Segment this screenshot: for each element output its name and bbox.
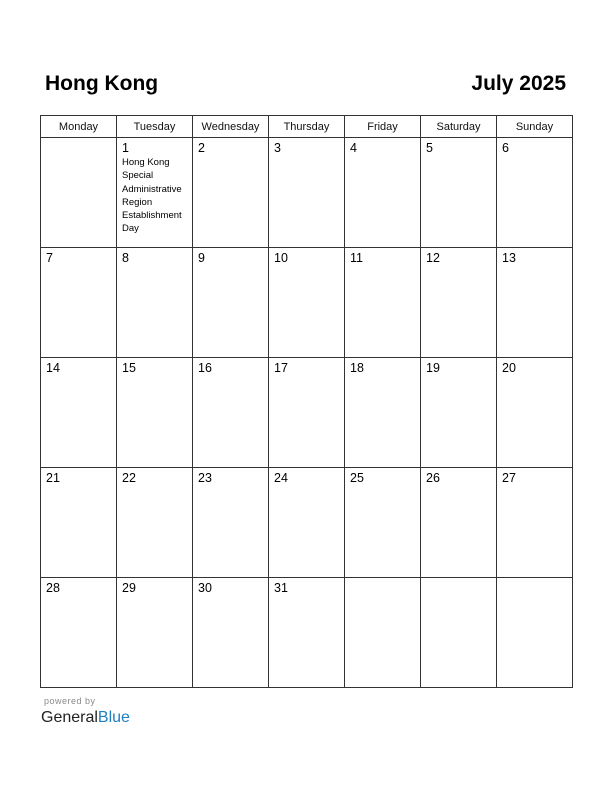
region-title: Hong Kong [45, 72, 159, 95]
day-number: 19 [426, 361, 440, 375]
day-number: 12 [426, 251, 440, 265]
weekday-header: Tuesday [117, 116, 193, 138]
day-cell [497, 578, 573, 688]
day-cell [193, 358, 269, 468]
generalblue-logo [41, 708, 130, 728]
day-cell [193, 248, 269, 358]
day-number: 14 [46, 361, 60, 375]
day-number: 29 [122, 581, 136, 595]
day-cell [421, 138, 497, 248]
day-number: 1 [122, 141, 129, 155]
day-cell [345, 358, 421, 468]
day-cell [269, 578, 345, 688]
day-number: 27 [502, 471, 516, 485]
day-cell [497, 138, 573, 248]
weekday-header: Monday [41, 116, 117, 138]
week-row [41, 358, 573, 468]
day-cell [345, 138, 421, 248]
day-cell [41, 138, 117, 248]
holiday-label: Hong Kong Special Administrative Region Establishment Day [122, 157, 182, 235]
day-number: 30 [198, 581, 212, 595]
day-cell [117, 248, 193, 358]
day-number: 17 [274, 361, 288, 375]
day-cell [269, 358, 345, 468]
day-cell [497, 248, 573, 358]
week-row [41, 468, 573, 578]
day-number: 21 [46, 471, 60, 485]
weekday-header: Thursday [269, 116, 345, 138]
footer-branding [41, 696, 130, 728]
day-number: 23 [198, 471, 212, 485]
calendar-grid [40, 115, 573, 688]
day-cell [497, 358, 573, 468]
weekday-header: Saturday [421, 116, 497, 138]
day-number: 24 [274, 471, 288, 485]
day-number: 16 [198, 361, 212, 375]
day-cell [117, 138, 193, 248]
day-cell [41, 248, 117, 358]
day-number: 3 [274, 141, 281, 155]
day-cell [193, 468, 269, 578]
day-cell [269, 248, 345, 358]
day-cell [269, 468, 345, 578]
day-cell [421, 578, 497, 688]
day-number: 13 [502, 251, 516, 265]
week-row [41, 248, 573, 358]
day-number: 8 [122, 251, 129, 265]
day-number: 11 [350, 251, 363, 265]
day-cell [41, 358, 117, 468]
day-number: 4 [350, 141, 357, 155]
logo-blue: Blue [97, 709, 130, 726]
day-number: 20 [502, 361, 516, 375]
week-row [41, 578, 573, 688]
day-cell [421, 248, 497, 358]
day-cell [41, 578, 117, 688]
day-number: 28 [46, 581, 60, 595]
day-cell [117, 578, 193, 688]
day-number: 10 [274, 251, 288, 265]
week-row [41, 138, 573, 248]
day-number: 9 [198, 251, 205, 265]
powered-by-text: powered by [44, 696, 96, 706]
day-number: 7 [46, 251, 53, 265]
weekday-header-row [41, 116, 573, 138]
day-cell [421, 358, 497, 468]
day-number: 6 [502, 141, 509, 155]
day-cell [269, 138, 345, 248]
day-number: 22 [122, 471, 136, 485]
logo-general: General [41, 709, 98, 726]
day-cell [193, 138, 269, 248]
day-cell [193, 578, 269, 688]
day-cell [117, 358, 193, 468]
weekday-header: Friday [345, 116, 421, 138]
day-number: 18 [350, 361, 364, 375]
day-cell [345, 248, 421, 358]
calendar-body [41, 138, 573, 688]
day-cell [345, 578, 421, 688]
weekday-header: Wednesday [193, 116, 269, 138]
day-number: 31 [274, 581, 288, 595]
day-number: 5 [426, 141, 433, 155]
day-number: 25 [350, 471, 364, 485]
day-number: 2 [198, 141, 205, 155]
day-cell [345, 468, 421, 578]
day-cell [421, 468, 497, 578]
day-cell [117, 468, 193, 578]
weekday-header: Sunday [497, 116, 573, 138]
month-title: July 2025 [471, 72, 566, 95]
day-number: 15 [122, 361, 136, 375]
day-cell [41, 468, 117, 578]
day-cell [497, 468, 573, 578]
day-number: 26 [426, 471, 440, 485]
